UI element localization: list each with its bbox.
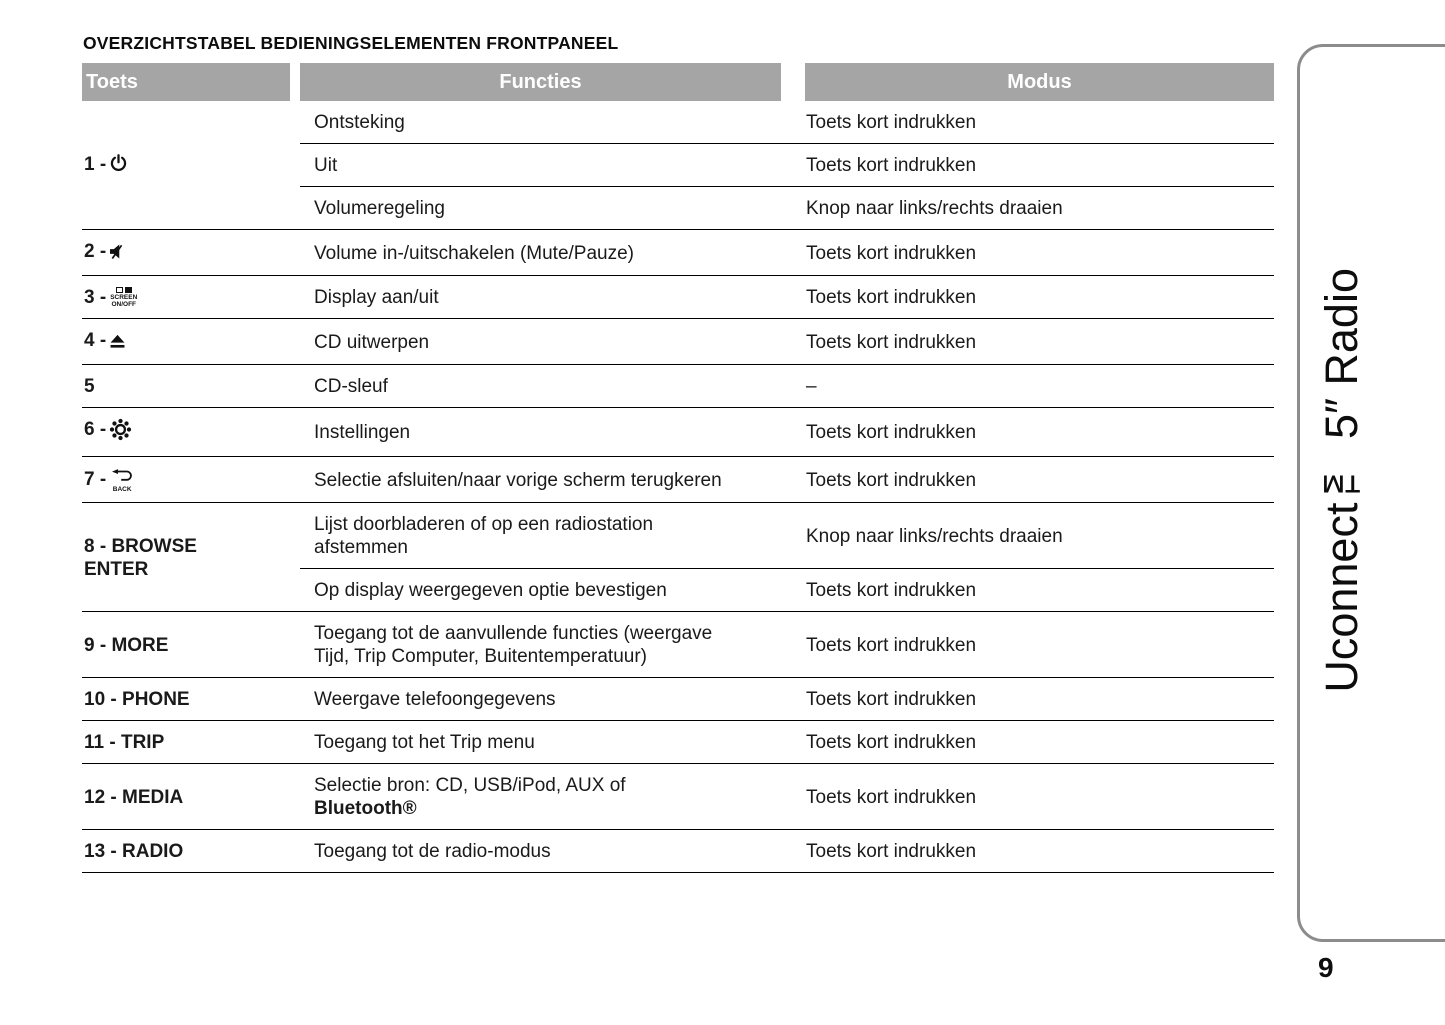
screen-icon-label-top: SCREEN (110, 294, 138, 302)
functie-cell (300, 764, 792, 830)
toets-label: 10 - PHONE (84, 689, 190, 710)
functie-text-line2: Tijd, Trip Computer, Buitentemperatuur) (314, 646, 647, 667)
modus-cell: Toets kort indrukken (792, 276, 1274, 319)
table-row (82, 365, 1274, 408)
screen-on-off-icon (110, 287, 137, 308)
functie-cell: Volumeregeling (300, 187, 792, 230)
table-row (82, 101, 1274, 144)
modus-cell: Knop naar links/rechts draaien (792, 503, 1274, 569)
modus-cell: Toets kort indrukken (792, 319, 1274, 365)
toets-label: 13 - RADIO (84, 841, 184, 862)
table-row (82, 319, 1274, 365)
mute-icon (109, 243, 128, 266)
toets-cell (82, 830, 300, 873)
functie-cell: Volume in-/uitschakelen (Mute/Pauze) (300, 230, 792, 276)
toets-cell (82, 457, 300, 503)
table-row (82, 408, 1274, 457)
back-icon-label: BACK (112, 486, 132, 493)
functie-cell (300, 612, 792, 678)
toets-cell (82, 319, 300, 365)
toets-label: 3 - (84, 287, 107, 308)
power-icon (109, 154, 128, 179)
table-row (82, 612, 1274, 678)
functie-cell (300, 503, 792, 569)
functie-cell: Weergave telefoongegevens (300, 678, 792, 721)
functie-cell: Ontsteking (300, 101, 792, 144)
toets-cell (82, 276, 300, 319)
screen-icon-label-bottom: ON/OFF (111, 301, 137, 309)
page-number: 9 (1318, 952, 1334, 983)
modus-cell: Toets kort indrukken (792, 764, 1274, 830)
table-row (82, 678, 1274, 721)
functie-cell: Instellingen (300, 408, 792, 457)
toets-label: 7 - (84, 469, 107, 491)
table-row (82, 764, 1274, 830)
functie-cell: Uit (300, 144, 792, 187)
functie-text: Lijst doorbladeren of op een radiostation (314, 514, 654, 535)
toets-cell (82, 408, 300, 457)
toets-label: 1 - (84, 153, 107, 175)
toets-cell (82, 678, 300, 721)
modus-cell: Toets kort indrukken (792, 230, 1274, 276)
toets-cell (82, 721, 300, 764)
functie-cell: Display aan/uit (300, 276, 792, 319)
table-row (82, 230, 1274, 276)
modus-cell: Toets kort indrukken (792, 101, 1274, 144)
header-row (82, 63, 1274, 101)
toets-label: 6 - (84, 419, 107, 440)
modus-cell: Toets kort indrukken (792, 830, 1274, 873)
toets-cell (82, 101, 300, 230)
toets-cell (82, 764, 300, 830)
settings-gear-icon (109, 418, 132, 447)
toets-cell (82, 365, 300, 408)
toets-label: 11 - TRIP (84, 732, 165, 753)
column-header-functies: Functies (300, 63, 792, 101)
toets-cell (82, 612, 300, 678)
functie-cell: Toegang tot de radio-modus (300, 830, 792, 873)
table-row (82, 457, 1274, 503)
toets-label: 2 - (84, 241, 107, 262)
toets-label: 4 - (84, 330, 107, 351)
controls-table (82, 63, 1274, 873)
toets-label-line2: ENTER (84, 558, 149, 580)
functie-cell: CD-sleuf (300, 365, 792, 408)
toets-label: 12 - MEDIA (84, 786, 184, 808)
screen-squares-icon (110, 287, 137, 293)
column-header-toets: Toets (82, 63, 300, 101)
toets-label: 8 - BROWSE (84, 535, 197, 557)
modus-cell: Knop naar links/rechts draaien (792, 187, 1274, 230)
functie-cell: Toegang tot het Trip menu (300, 721, 792, 764)
modus-cell: – (792, 365, 1274, 408)
page-title: OVERZICHTSTABEL BEDIENINGSELEMENTEN FRONTPANEEL (83, 33, 619, 53)
table-row (82, 276, 1274, 319)
modus-cell: Toets kort indrukken (792, 457, 1274, 503)
table-row (82, 721, 1274, 764)
functie-text-line2: afstemmen (314, 537, 408, 558)
modus-cell: Toets kort indrukken (792, 408, 1274, 457)
functie-cell: Op display weergegeven optie bevestigen (300, 569, 792, 612)
modus-cell: Toets kort indrukken (792, 678, 1274, 721)
table-row (82, 503, 1274, 569)
functie-text-bold: Bluetooth® (314, 798, 417, 819)
back-icon (110, 467, 134, 493)
chapter-tab-label: Uconnect™ 5″ Radio (1316, 268, 1367, 693)
toets-label: 9 - MORE (84, 634, 169, 656)
modus-cell: Toets kort indrukken (792, 721, 1274, 764)
functie-text: Toegang tot de aanvullende functies (weergave (314, 623, 713, 644)
toets-cell (82, 503, 300, 612)
eject-icon (109, 332, 126, 355)
modus-cell: Toets kort indrukken (792, 612, 1274, 678)
toets-label: 5 (84, 376, 95, 397)
functie-cell: Selectie afsluiten/naar vorige scherm terugkeren (300, 457, 792, 503)
modus-cell: Toets kort indrukken (792, 144, 1274, 187)
functie-text: Selectie bron: CD, USB/iPod, AUX of (314, 775, 626, 796)
modus-cell: Toets kort indrukken (792, 569, 1274, 612)
table-row (82, 830, 1274, 873)
functie-cell: CD uitwerpen (300, 319, 792, 365)
column-header-modus: Modus (792, 63, 1274, 101)
toets-cell (82, 230, 300, 276)
